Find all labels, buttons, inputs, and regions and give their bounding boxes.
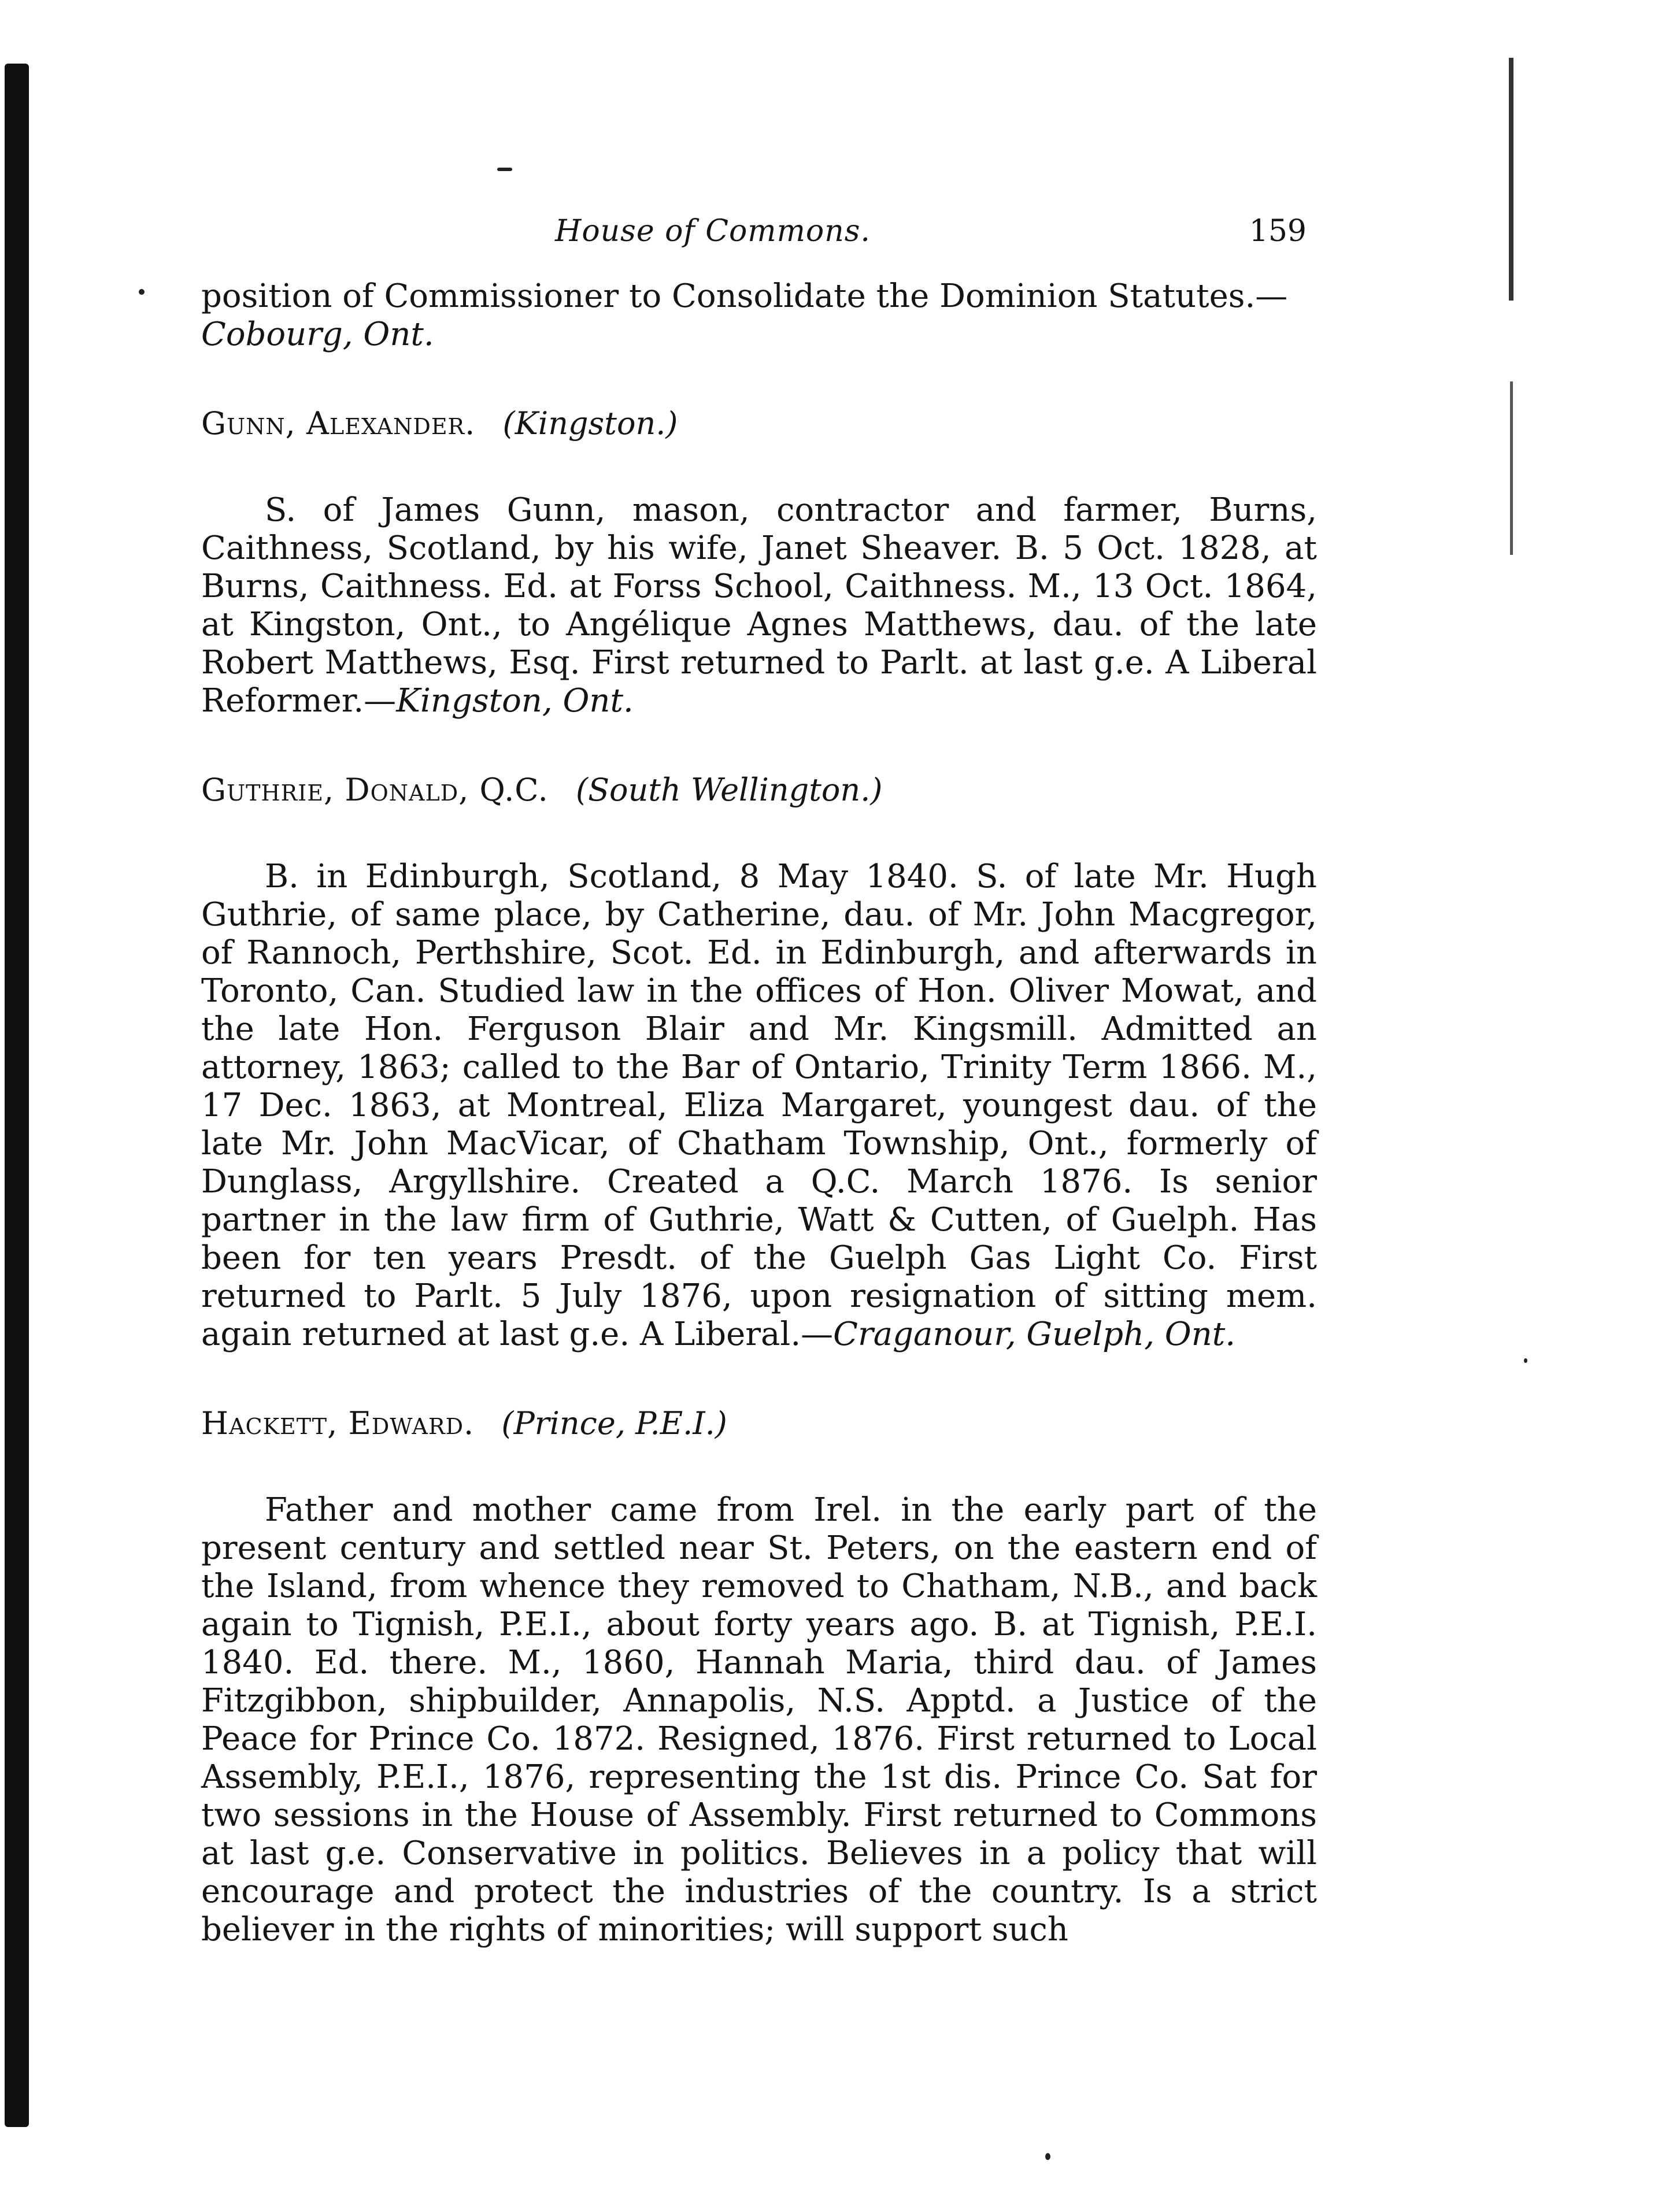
member-name: Hackett, Edward.	[201, 1405, 475, 1442]
scan-border-right-lower	[1510, 381, 1513, 555]
page-number: 159	[1249, 214, 1307, 249]
scan-speck	[1524, 1358, 1527, 1363]
entry	[201, 1405, 1317, 1949]
constituency: (South Wellington.)	[576, 772, 883, 808]
page-body	[201, 277, 1317, 1949]
constituency: (Kingston.)	[502, 405, 678, 442]
biography	[201, 858, 1317, 1354]
scan-border-right	[1509, 58, 1513, 301]
continuation-text: position of Commissioner to Consolidate the Dominion Statutes.—	[201, 277, 1288, 315]
biography-text: B. in Edinburgh, Scotland, 8 May 1840. S. of late Mr. Hugh Guthrie, of same place, by Catherine, dau. of Mr. John Macgregor, of Rannoch, Perthshire, Scot. Ed. in Edinburgh, and afterwards in Toronto, Can. Studied law in the offices of Hon. Oliver Mowat, and the late Hon. Ferguson Blair and Mr. Kingsmill. Admitted an attorney, 1863; called to the Bar of Ontario, Trinity Term 1866. M., 17 Dec. 1863, at Montreal, Eliza Margaret, youngest dau. of the late Mr. John MacVicar, of Chatham Township, Ont., formerly of Dunglass, Argyllshire. Created a Q.C. March 1876. Is senior partner in the law firm of Guthrie, Watt & Cutten, of Guelph. Has been for ten years Presdt. of the Guelph Gas Light Co. First returned to Parlt. 5 July 1876, upon resignation of sitting mem. again returned at last g.e. A Liberal.—	[201, 858, 1317, 1353]
biography-text: Father and mother came from Irel. in the early part of the present century and settled near St. Peters, on the eastern end of the Island, from whence they removed to Chatham, N.B., and back again to Tignish, P.E.I., about forty years ago. B. at Tignish, P.E.I. 1840. Ed. there. M., 1860, Hannah Maria, third dau. of James Fitzgibbon, shipbuilder, Annapolis, N.S. Apptd. a Justice of the Peace for Prince Co. 1872. Resigned, 1876. First returned to Local Assembly, P.E.I., 1876, representing the 1st dis. Prince Co. Sat for two sessions in the House of Assembly. First returned to Commons at last g.e. Conservative in politics. Believes in a policy that will encourage and protect the industries of the country. Is a strict believer in the rights of minorities; will support such	[201, 1491, 1317, 1948]
constituency: (Prince, P.E.I.)	[501, 1405, 727, 1442]
continuation-residence: Cobourg, Ont.	[201, 316, 434, 353]
entry-heading	[201, 1405, 1317, 1443]
scan-speck	[1045, 2153, 1050, 2160]
scan-speck	[497, 168, 512, 171]
running-title: House of Commons.	[555, 214, 871, 249]
member-name: Gunn, Alexander.	[201, 405, 476, 442]
scan-speck	[139, 289, 145, 295]
continuation-paragraph	[201, 277, 1317, 354]
entry-heading	[201, 771, 1317, 809]
residence: Kingston, Ont.	[396, 682, 634, 720]
page-header	[555, 214, 1307, 254]
biography	[201, 491, 1317, 720]
residence: Craganour, Guelph, Ont.	[833, 1316, 1236, 1353]
scan-border-left	[5, 64, 29, 2127]
entry	[201, 405, 1317, 720]
biography	[201, 1491, 1317, 1949]
entry-heading	[201, 405, 1317, 443]
biography-text: S. of James Gunn, mason, contractor and farmer, Burns, Caithness, Scotland, by his wife, Janet Sheaver. B. 5 Oct. 1828, at Burns, Caithness. Ed. at Forss School, Caithness. M., 13 Oct. 1864, at Kingston, Ont., to Angélique Agnes Matthews, dau. of the late Robert Matthews, Esq. First returned to Parlt. at last g.e. A Liberal Reformer.—	[201, 491, 1317, 720]
entry	[201, 771, 1317, 1354]
member-name: Guthrie, Donald, Q.C.	[201, 772, 549, 808]
